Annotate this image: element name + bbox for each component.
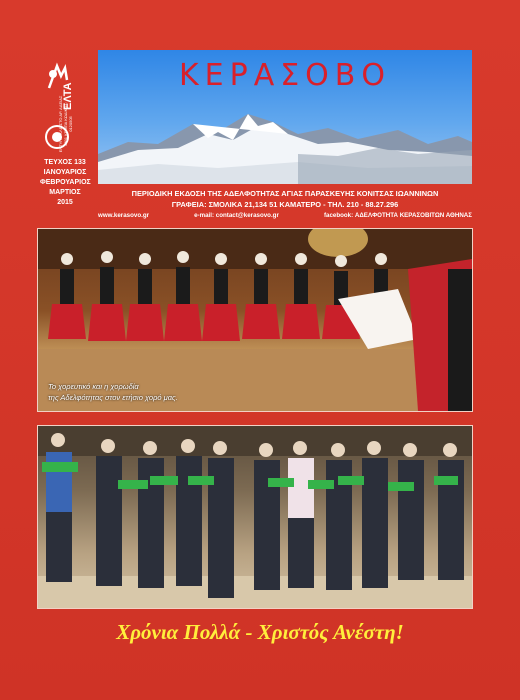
magazine-title: ΚΕΡΑΣΟΒΟ	[178, 58, 391, 93]
issue-month-3: ΜΑΡΤΙΟΣ	[49, 189, 81, 196]
permit-box	[58, 94, 72, 154]
email-link[interactable]: e-mail: contact@kerasovo.gr	[194, 212, 279, 219]
permit-text: ΕΝΤΥΠΟ ΚΛΕΙΣΤΟ ΑΡ. ΑΔΕΙΑΣ 3691 ΚΕΜΠΑ ΚΩΔΙΚΟΣ: 0120505	[58, 95, 73, 153]
choir-photo	[37, 425, 473, 609]
contact-line	[98, 212, 472, 219]
issue-info	[40, 158, 90, 208]
publisher-line: ΠΕΡΙΟΔΙΚΗ ΕΚΔΟΣΗ ΤΗΣ ΑΔΕΛΦΟΤΗΤΑΣ ΑΓΙΑΣ ΠΑΡΑΣΚΕΥΗΣ ΚΟΝΙΤΣΑΣ ΙΩΑΝΝΙΝΩΝ	[131, 189, 439, 198]
dance-photo	[37, 228, 473, 412]
caption-line-1: Το χορευτικό και η χορωδία	[48, 382, 139, 391]
address-line: ΓΡΑΦΕΙΑ: ΣΜΟΛΙΚΑ 21,134 51 ΚΑΜΑΤΕΡΟ - ΤΗΛ. 210 - 88.27.296	[171, 200, 399, 209]
issue-month-2: ΦΕΒΡΟΥΑΡΙΟΣ	[40, 179, 91, 186]
photo-caption	[48, 381, 178, 403]
svg-text:ΕΛΤΑ: ΕΛΤΑ	[62, 82, 74, 110]
mountains-image	[98, 84, 472, 184]
issue-month-1: ΙΑΝΟΥΑΡΙΟΣ	[43, 169, 87, 176]
facebook-link[interactable]: facebook: ΑΔΕΛΦΟΤΗΤΑ ΚΕΡΑΣΟΒΙΤΩΝ ΑΘΗΝΑΣ	[323, 212, 472, 219]
choir-image	[38, 426, 472, 608]
issue-number: ΤΕΥΧΟΣ 133	[44, 159, 86, 166]
easter-greeting: Χρόνια Πολλά - Χριστός Ανέστη!	[116, 620, 404, 644]
caption-line-2: της Αδελφότητας στον ετήσιο χορό μας.	[48, 393, 178, 402]
issue-year: 2015	[57, 199, 73, 206]
masthead	[98, 50, 472, 184]
website-link[interactable]: www.kerasovo.gr	[98, 212, 150, 219]
